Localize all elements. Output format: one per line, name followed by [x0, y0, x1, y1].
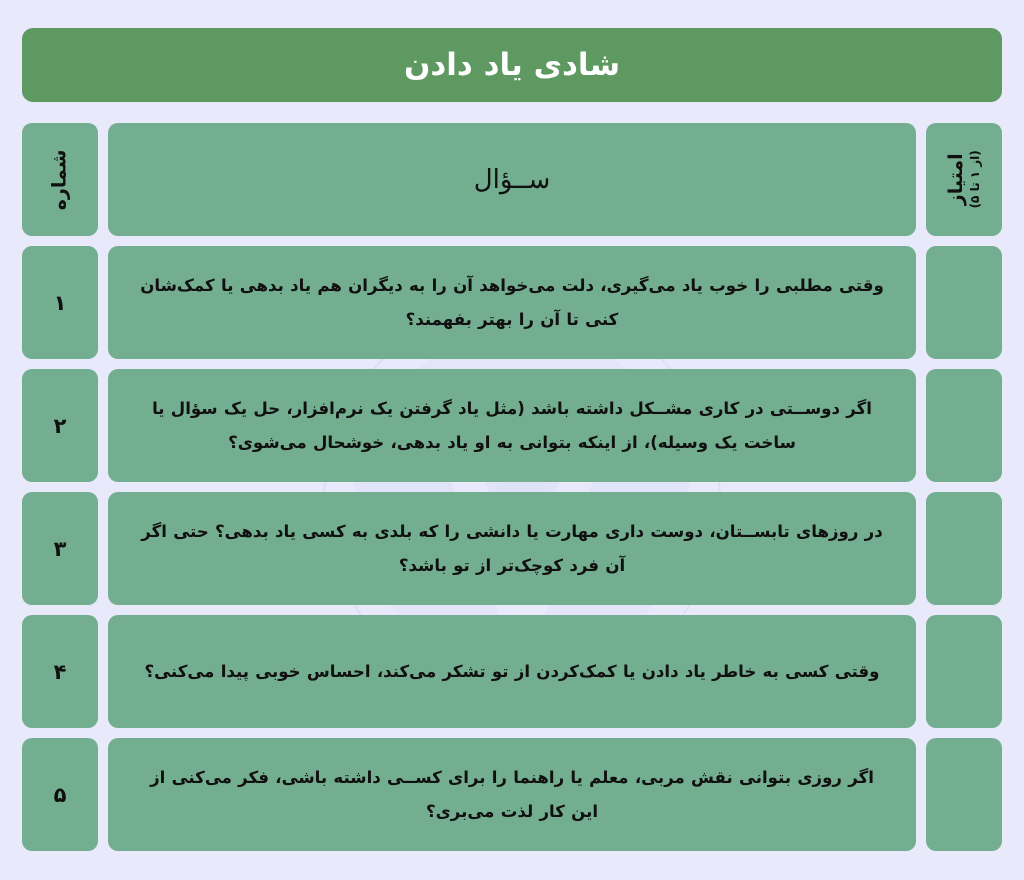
question-text-2: اگر دوســتی در کاری مشــکل داشته باشد (مثل یاد گرفتن یک نرم‌افزار، حل یک سؤال یا ساخت یک وسیله)، از اینکه بتوانی به او یاد بدهی، خوشحال می‌شوی؟	[152, 399, 872, 452]
row-number-1: ۱	[53, 290, 67, 315]
score-input-cell-3[interactable]	[926, 492, 1002, 605]
row-number-4: ۴	[53, 659, 67, 684]
score-header-rotated-label	[946, 150, 983, 208]
question-cell-5	[108, 738, 916, 851]
number-header-main: شماره	[48, 149, 71, 210]
table-row	[22, 246, 1002, 359]
table-row	[22, 615, 1002, 728]
header-cell-number	[22, 123, 98, 236]
score-input-cell-5[interactable]	[926, 738, 1002, 851]
score-input-cell-1[interactable]	[926, 246, 1002, 359]
row-number-cell-4	[22, 615, 98, 728]
question-cell-4	[108, 615, 916, 728]
question-header-label: ســؤال	[473, 164, 551, 195]
score-input-cell-2[interactable]	[926, 369, 1002, 482]
score-header-sub: (از ۱ تا ۵)	[967, 150, 982, 209]
row-number-5: ۵	[53, 782, 67, 807]
page-title-banner	[22, 28, 1002, 102]
row-number-2: ۲	[53, 413, 67, 438]
questionnaire-table	[22, 123, 1002, 851]
table-row	[22, 738, 1002, 851]
table-row	[22, 492, 1002, 605]
row-number-3: ۳	[53, 536, 67, 561]
header-cell-score	[926, 123, 1002, 236]
question-text-1: وقتی مطلبی را خوب یاد می‌گیری، دلت می‌خواهد آن را به دیگران هم یاد بدهی یا کمک‌شان کنی تا آن را بهتر بفهمند؟	[140, 276, 884, 329]
table-row	[22, 369, 1002, 482]
question-cell-3	[108, 492, 916, 605]
question-text-4: وقتی کسی به خاطر یاد دادن یا کمک‌کردن از تو تشکر می‌کند، احساس خوبی پیدا می‌کنی؟	[144, 661, 880, 681]
table-header-row	[22, 123, 1002, 236]
score-header-main: امتیاز	[944, 153, 967, 206]
question-cell-1	[108, 246, 916, 359]
question-cell-2	[108, 369, 916, 482]
page-title: شادی یاد دادن	[403, 46, 621, 83]
question-text-5: اگر روزی بتوانی نقش مربی، معلم یا راهنما را برای کســی داشته باشی، فکر می‌کنی از این کار لذت می‌بری؟	[150, 768, 874, 821]
score-input-cell-4[interactable]	[926, 615, 1002, 728]
number-header-rotated-label	[49, 149, 71, 210]
row-number-cell-1	[22, 246, 98, 359]
row-number-cell-3	[22, 492, 98, 605]
header-cell-question	[108, 123, 916, 236]
row-number-cell-5	[22, 738, 98, 851]
row-number-cell-2	[22, 369, 98, 482]
question-text-3: در روزهای تابســتان، دوست داری مهارت یا دانشی را که بلدی به کسی یاد بدهی؟ حتی اگر آن فرد کوچک‌تر از تو باشد؟	[141, 522, 883, 575]
